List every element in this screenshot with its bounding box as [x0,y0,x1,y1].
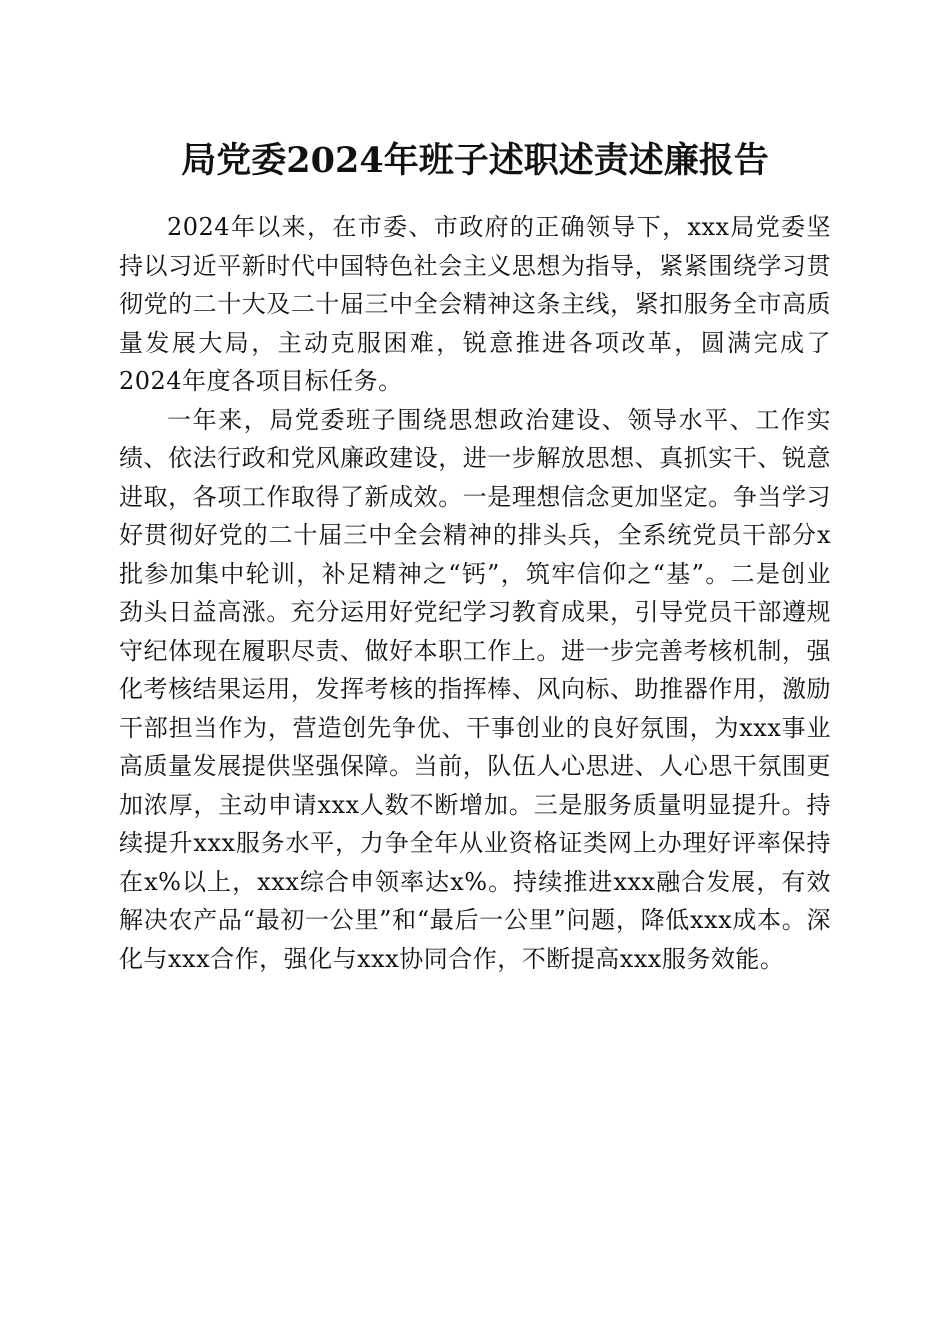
document-title: 局党委2024年班子述职述责述廉报告 [181,140,769,181]
paragraph-intro: 2024年以来，在市委、市政府的正确领导下，xxx局党委坚持以习近平新时代中国特色社会主义思想为指导，紧紧围绕学习贯彻党的二十大及二十届三中全会精神这条主线，紧扣服务全市高质量发展大局，主动克服困难，锐意推进各项改革，圆满完成了2024年度各项目标任务。 [119,213,831,395]
document-body [119,208,831,978]
paragraph-achievements: 一年来，局党委班子围绕思想政治建设、领导水平、工作实绩、依法行政和党风廉政建设，进一步解放思想、真抓实干、锐意进取，各项工作取得了新成效。一是理想信念更加坚定。争当学习好贯彻好党的二十届三中全会精神的排头兵，全系统党员干部分x批参加集中轮训，补足精神之“钙”，筑牢信仰之“基”。二是创业劲头日益高涨。充分运用好党纪学习教育成果，引导党员干部遵规守纪体现在履职尽责、做好本职工作上。进一步完善考核机制，强化考核结果运用，发挥考核的指挥棒、风向标、助推器作用，激励干部担当作为，营造创先争优、干事创业的良好氛围，为xxx事业高质量发展提供坚强保障。当前，队伍人心思进、人心思干氛围更加浓厚，主动申请xxx人数不断增加。三是服务质量明显提升。持续提升xxx服务水平，力争全年从业资格证类网上办理好评率保持在x%以上，xxx综合申领率达x%。持续推进xxx融合发展，有效解决农产品“最初一公里”和“最后一公里”问题，降低xxx成本。深化与xxx合作，强化与xxx协同合作，不断提高xxx服务效能。 [119,405,831,973]
